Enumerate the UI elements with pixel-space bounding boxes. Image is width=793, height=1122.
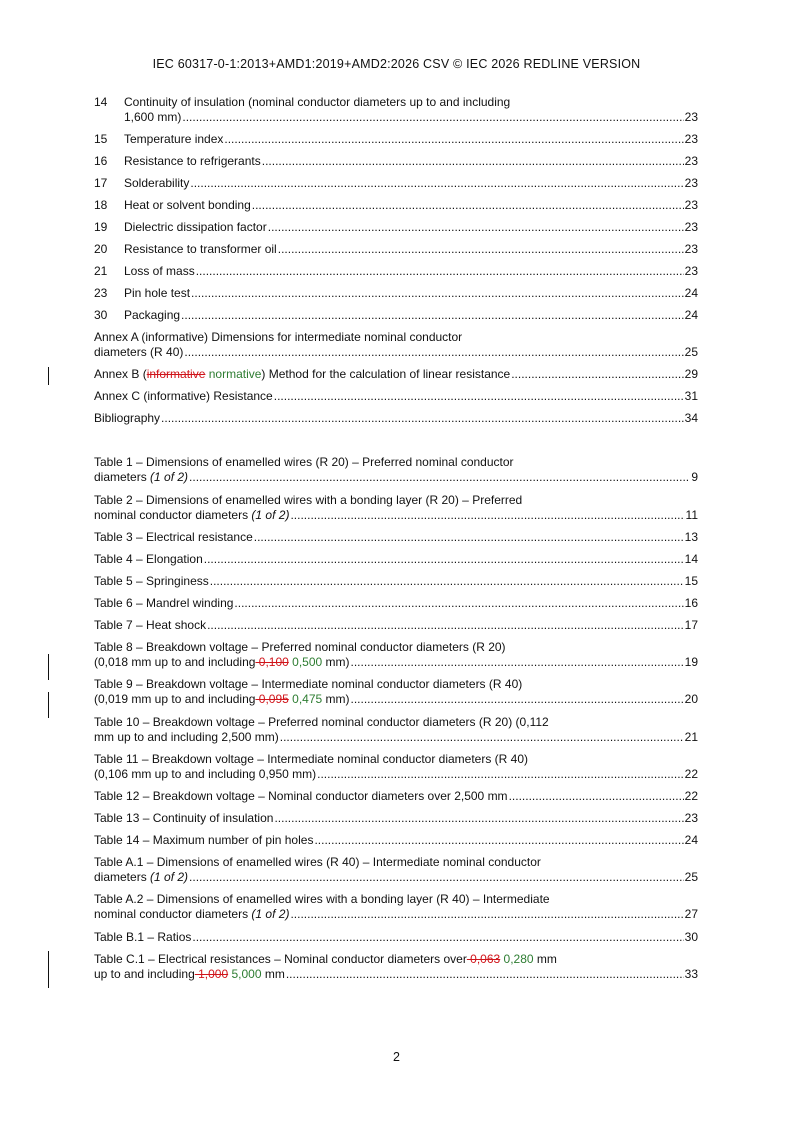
- deleted-text: 0,095: [255, 692, 289, 706]
- page-number: 20: [684, 692, 698, 706]
- leader-dots: [280, 730, 684, 745]
- leader-dots: [290, 508, 684, 523]
- toc-entry-table[interactable]: Table 9 – Breakdown voltage – Intermediate nominal conductor diameters (R 40) (0,019 mm up to and including 0,095 0,475 mm) ..... 20: [94, 677, 698, 707]
- toc-entry-table[interactable]: Table 3 – Electrical resistance ..... 13: [94, 530, 698, 545]
- toc-entry-annex-b[interactable]: Annex B (informative normative) Method for the calculation of linear resistance ..... 29: [94, 367, 698, 382]
- change-bar: [48, 654, 49, 680]
- page-number: 11: [685, 508, 698, 522]
- change-bar: [48, 367, 49, 385]
- leader-dots: [274, 389, 684, 404]
- toc-entry[interactable]: 21 Loss of mass ..... 23: [94, 264, 698, 279]
- page-number: 24: [684, 308, 698, 322]
- leader-dots: [268, 220, 684, 235]
- page-number: 15: [684, 574, 698, 588]
- toc-entry-table[interactable]: Table 1 – Dimensions of enamelled wires (R 20) – Preferred nominal conductor diameters (1 of 2) ..... 9: [94, 455, 698, 485]
- toc-entry-bibliography[interactable]: Bibliography ..... 34: [94, 411, 698, 426]
- deleted-text: 1,000: [194, 967, 229, 981]
- leader-dots: [224, 132, 683, 147]
- page-number: 23: [684, 242, 698, 256]
- toc-entry-annex-a[interactable]: Annex A (informative) Dimensions for intermediate nominal conductor diameters (R 40) ..... 25: [94, 330, 698, 360]
- leader-dots: [351, 655, 684, 670]
- inserted-text: 5,000: [228, 967, 262, 981]
- toc-entry-table[interactable]: Table 12 – Breakdown voltage – Nominal conductor diameters over 2,500 mm ..... 22: [94, 789, 698, 804]
- toc-entry[interactable]: 14 Continuity of insulation (nominal conductor diameters up to and including 1,600 mm) ..... 23: [94, 95, 698, 125]
- change-bar: [48, 692, 49, 718]
- page-number: 13: [684, 530, 698, 544]
- page-number: 23: [684, 264, 698, 278]
- page-number: 23: [684, 132, 698, 146]
- page-number: 25: [684, 870, 698, 884]
- inserted-text: 0,475: [288, 692, 323, 706]
- page-number: 16: [684, 596, 698, 610]
- toc-entry-table[interactable]: Table 10 – Breakdown voltage – Preferred nominal conductor diameters (R 20) (0,112 mm up to and including 2,500 mm) ..... 21: [94, 715, 698, 745]
- leader-dots: [210, 574, 684, 589]
- leader-dots: [274, 811, 683, 826]
- deleted-text: 0,100: [255, 655, 289, 669]
- toc-entry-table[interactable]: Table A.1 – Dimensions of enamelled wires (R 40) – Intermediate nominal conductor diameters (1 of 2) ..... 25: [94, 855, 698, 885]
- page-number: 23: [684, 811, 698, 825]
- toc-entry-table[interactable]: Table 14 – Maximum number of pin holes ..... 24: [94, 833, 698, 848]
- toc-entry-table[interactable]: Table 5 – Springiness ..... 15: [94, 574, 698, 589]
- leader-dots: [314, 833, 683, 848]
- page-number: 30: [684, 930, 698, 944]
- page-header: IEC 60317-0-1:2013+AMD1:2019+AMD2:2026 CSV © IEC 2026 REDLINE VERSION: [152, 57, 641, 71]
- page-number: 9: [691, 470, 698, 484]
- toc-entry[interactable]: 17 Solderability ..... 23: [94, 176, 698, 191]
- toc-entry-table[interactable]: Table 8 – Breakdown voltage – Preferred nominal conductor diameters (R 20) (0,018 mm up to and including 0,100 0,500 mm) ..... 19: [94, 640, 698, 670]
- toc-entry[interactable]: 16 Resistance to refrigerants ..... 23: [94, 154, 698, 169]
- toc-entry[interactable]: 18 Heat or solvent bonding ..... 23: [94, 198, 698, 213]
- toc-entry[interactable]: 19 Dielectric dissipation factor ..... 23: [94, 220, 698, 235]
- leader-dots: [207, 618, 684, 633]
- inserted-text: 0,280: [500, 952, 534, 966]
- leader-dots: [286, 967, 684, 982]
- page-number: 31: [684, 389, 698, 403]
- page-number: 24: [684, 286, 698, 300]
- page-number: 23: [684, 110, 698, 124]
- toc-entry[interactable]: 30 Packaging ..... 24: [94, 308, 698, 323]
- page-number: 24: [684, 833, 698, 847]
- leader-dots: [351, 692, 684, 707]
- toc-entry-table[interactable]: Table 4 – Elongation ..... 14: [94, 552, 698, 567]
- page-number: 22: [684, 767, 698, 781]
- leader-dots: [181, 308, 684, 323]
- toc-entry[interactable]: 23 Pin hole test ..... 24: [94, 286, 698, 301]
- leader-dots: [189, 870, 684, 885]
- toc-entry-table[interactable]: Table C.1 – Electrical resistances – Nominal conductor diameters over 0,063 0,280 mm up to and including 1,000 5,000 mm ..... 33: [94, 952, 698, 982]
- toc-entry-table[interactable]: Table 11 – Breakdown voltage – Intermediate nominal conductor diameters (R 40) (0,106 mm up to and including 0,950 mm) ..... 22: [94, 752, 698, 782]
- deleted-text: 0,063: [466, 952, 501, 966]
- page-number: 23: [684, 154, 698, 168]
- page-number: 27: [684, 907, 698, 921]
- page-number: 23: [684, 176, 698, 190]
- toc-entry-table[interactable]: Table A.2 – Dimensions of enamelled wires with a bonding layer (R 40) – Intermediate nominal conductor diameters (1 of 2) ..... 27: [94, 892, 698, 922]
- leader-dots: [204, 552, 684, 567]
- leader-dots: [234, 596, 683, 611]
- inserted-text: 0,500: [288, 655, 323, 669]
- page-number-footer: 2: [393, 1050, 400, 1064]
- toc-entry-table[interactable]: Table 6 – Mandrel winding ..... 16: [94, 596, 698, 611]
- page-number: 23: [684, 198, 698, 212]
- page-number: 25: [684, 345, 698, 359]
- leader-dots: [254, 530, 684, 545]
- page-number: 21: [684, 730, 698, 744]
- leader-dots: [196, 264, 684, 279]
- leader-dots: [184, 345, 683, 360]
- page-number: 33: [684, 967, 698, 981]
- toc-entry-table[interactable]: Table B.1 – Ratios ..... 30: [94, 930, 698, 945]
- leader-dots: [189, 470, 690, 485]
- leader-dots: [290, 907, 683, 922]
- toc-entry-table[interactable]: Table 13 – Continuity of insulation ..... 23: [94, 811, 698, 826]
- page-number: 22: [684, 789, 698, 803]
- page-number: 23: [684, 220, 698, 234]
- toc-entry[interactable]: 15 Temperature index ..... 23: [94, 132, 698, 147]
- leader-dots: [252, 198, 684, 213]
- toc-entry[interactable]: 20 Resistance to transformer oil ..... 23: [94, 242, 698, 257]
- deleted-text: informative: [146, 367, 206, 381]
- leader-dots: [317, 767, 684, 782]
- page-number: 29: [684, 367, 698, 381]
- leader-dots: [182, 110, 683, 125]
- leader-dots: [509, 789, 684, 804]
- page-number: 14: [684, 552, 698, 566]
- inserted-text: normative: [205, 367, 262, 381]
- leader-dots: [262, 154, 684, 169]
- leader-dots: [190, 176, 683, 191]
- change-bar: [48, 951, 49, 988]
- page-number: 17: [684, 618, 698, 632]
- toc-entry-table[interactable]: Table 2 – Dimensions of enamelled wires with a bonding layer (R 20) – Preferred nominal conductor diameters (1 of 2) ..... 11: [94, 493, 698, 523]
- leader-dots: [161, 411, 684, 426]
- page-number: 34: [684, 411, 698, 425]
- leader-dots: [278, 242, 684, 257]
- leader-dots: [192, 930, 683, 945]
- leader-dots: [191, 286, 684, 301]
- leader-dots: [511, 367, 683, 382]
- page-number: 19: [684, 655, 698, 669]
- toc-entry-table[interactable]: Table 7 – Heat shock ..... 17: [94, 618, 698, 633]
- toc-entry-annex-c[interactable]: Annex C (informative) Resistance ..... 31: [94, 389, 698, 404]
